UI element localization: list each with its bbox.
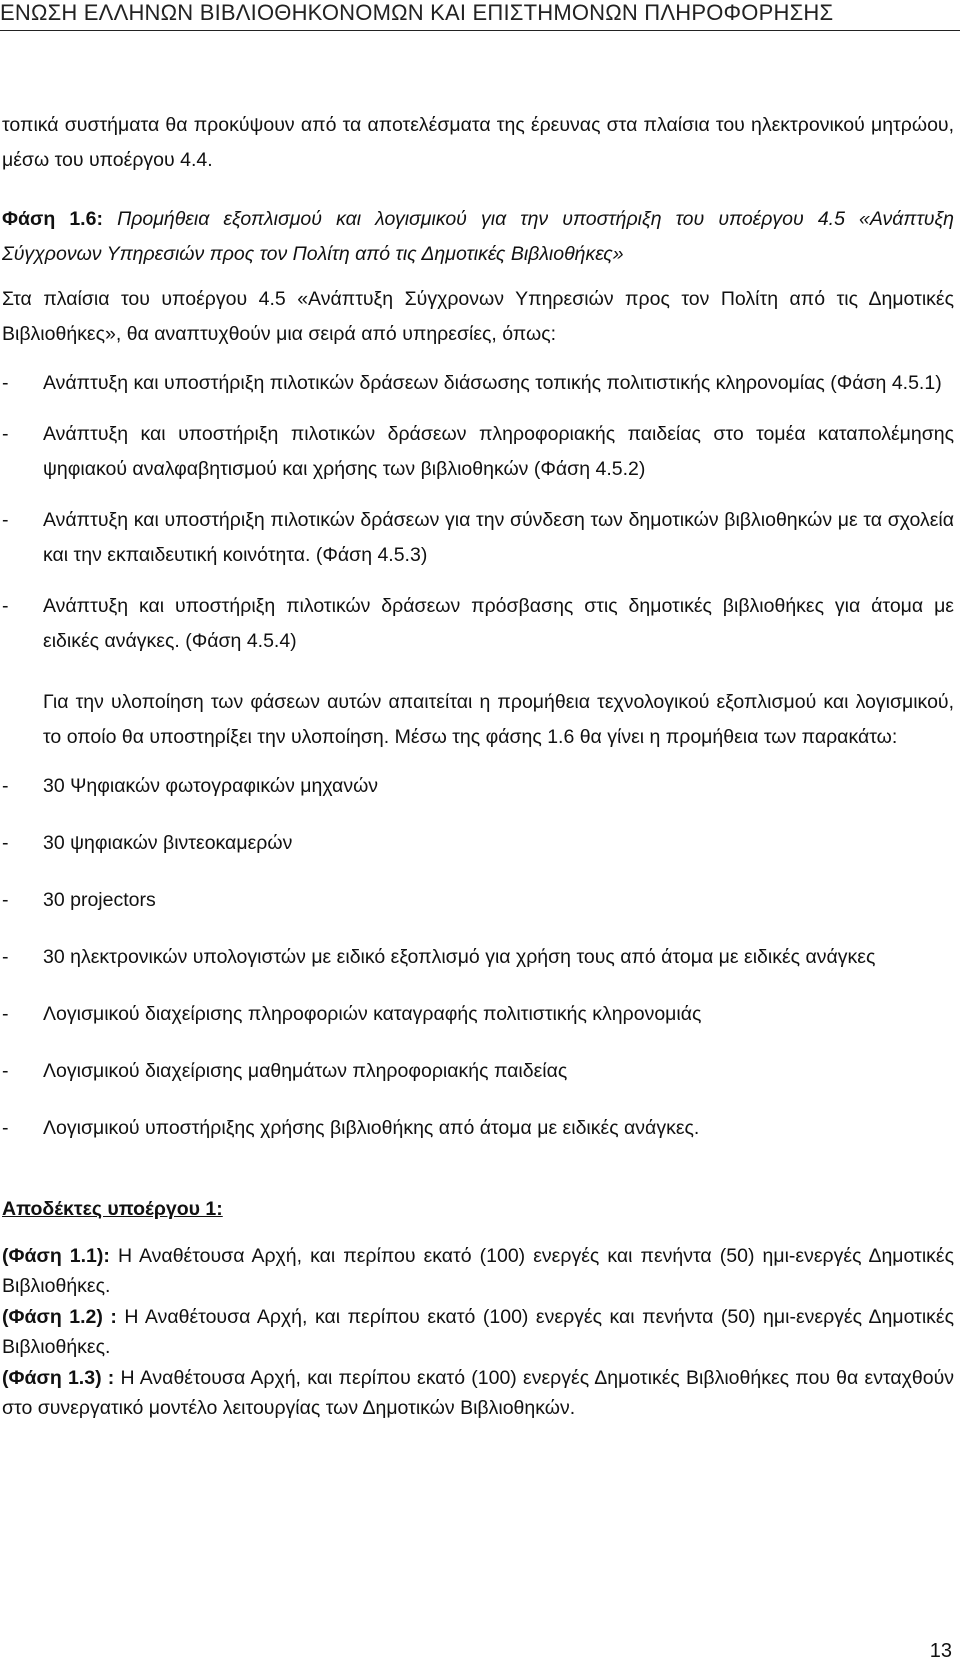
list-item: - 30 projectors xyxy=(2,889,156,911)
list-item: - Ανάπτυξη και υποστήριξη πιλοτικών δράσεων πρόσβασης στις δημοτικές βιβλιοθήκες για άτομα με ειδικές ανάγκες. (Φάση 4.5.4) xyxy=(2,595,954,652)
list-item: - Ανάπτυξη και υποστήριξη πιλοτικών δράσεων διάσωσης τοπικής πολιτιστικής κληρονομίας (Φάση 4.5.1) xyxy=(2,372,942,394)
recipient-entry xyxy=(2,1363,954,1423)
services-intro: Στα πλαίσια του υποέργου 4.5 «Ανάπτυξη Σύγχρονων Υπηρεσιών προς τον Πολίτη από τις Δημοτικές Βιβλιοθήκες», θα αναπτυχθούν μια σειρά από υπηρεσίες, όπως: xyxy=(2,288,954,345)
recipient-label: (Φάση 1.2) : xyxy=(2,1306,117,1328)
services-list xyxy=(2,366,954,659)
page-number: 13 xyxy=(929,1640,952,1662)
phase-title: Προμήθεια εξοπλισμού και λογισμικού για την υποστήριξη του υποέργου 4.5 «Ανάπτυξη Σύγχρονων Υπηρεσιών προς τον Πολίτη από τις Δημοτικές Βιβλιοθήκες» xyxy=(2,208,955,265)
recipients-heading: Αποδέκτες υποέργου 1: xyxy=(2,1198,223,1220)
phase-label: Φάση 1.6: xyxy=(2,208,103,230)
list-item: - 30 Ψηφιακών φωτογραφικών μηχανών xyxy=(2,775,379,797)
procurement-list xyxy=(2,769,954,1146)
list-item: - Ανάπτυξη και υποστήριξη πιλοτικών δράσεων για την σύνδεση των δημοτικών βιβλιοθηκών με τα σχολεία και την εκπαιδευτική κοινότητα. (Φάση 4.5.3) xyxy=(2,509,954,566)
phase-heading xyxy=(2,202,954,272)
list-item: - Λογισμικού διαχείρισης μαθημάτων πληροφοριακής παιδείας xyxy=(2,1060,568,1082)
list-item: - Λογισμικού υποστήριξης χρήσης βιβλιοθήκης από άτομα με ειδικές ανάγκες. xyxy=(2,1117,700,1139)
recipient-label: (Φάση 1.1): xyxy=(2,1245,110,1267)
list-item: - Ανάπτυξη και υποστήριξη πιλοτικών δράσεων πληροφοριακής παιδείας στο τομέα καταπολέμησης ψηφιακού αναλφαβητισμού και χρήσης των βιβλιοθηκών (Φάση 4.5.2) xyxy=(2,423,954,480)
recipient-entry xyxy=(2,1302,954,1362)
list-item: - 30 ψηφιακών βιντεοκαμερών xyxy=(2,832,293,854)
recipient-text: Η Αναθέτουσα Αρχή, και περίπου εκατό (100) ενεργές και πενήντα (50) ημι-ενεργές Δημοτικές Βιβλιοθήκες. xyxy=(2,1245,954,1297)
header-divider xyxy=(0,30,960,31)
page-body xyxy=(2,108,954,1424)
procurement-intro: Για την υλοποίηση των φάσεων αυτών απαιτείται η προμήθεια τεχνολογικού εξοπλισμού και λογισμικού, το οποίο θα υποστηρίξει την υλοποίηση. Μέσω της φάσης 1.6 θα γίνει η προμήθεια των παρακάτω: xyxy=(43,691,954,748)
list-item: - 30 ηλεκτρονικών υπολογιστών με ειδικό εξοπλισμό για χρήση τους από άτομα με ειδικές ανάγκες xyxy=(2,946,876,968)
recipient-text: Η Αναθέτουσα Αρχή, και περίπου εκατό (100) ενεργές Δημοτικές Βιβλιοθήκες που θα ενταχθούν στο συνεργατικό μοντέλο λειτουργίας των Δημοτικών Βιβλιοθηκών. xyxy=(2,1367,955,1419)
recipient-entry xyxy=(2,1241,954,1301)
intro-paragraph: τοπικά συστήματα θα προκύψουν από τα αποτελέσματα της έρευνας στα πλαίσια του ηλεκτρονικού μητρώου, μέσω του υποέργου 4.4. xyxy=(2,114,954,171)
recipients-list xyxy=(2,1241,954,1423)
running-header: ΕΝΩΣΗ ΕΛΛΗΝΩΝ ΒΙΒΛΙΟΘΗΚΟΝΟΜΩΝ ΚΑΙ ΕΠΙΣΤΗΜΟΝΩΝ ΠΛΗΡΟΦΟΡΗΣΗΣ xyxy=(0,0,834,25)
recipient-label: (Φάση 1.3) : xyxy=(2,1367,115,1389)
recipient-text: Η Αναθέτουσα Αρχή, και περίπου εκατό (100) ενεργές και πενήντα (50) ημι-ενεργές Δημοτικές Βιβλιοθήκες. xyxy=(2,1306,955,1358)
list-item: - Λογισμικού διαχείρισης πληροφοριών καταγραφής πολιτιστικής κληρονομιάς xyxy=(2,1003,702,1025)
